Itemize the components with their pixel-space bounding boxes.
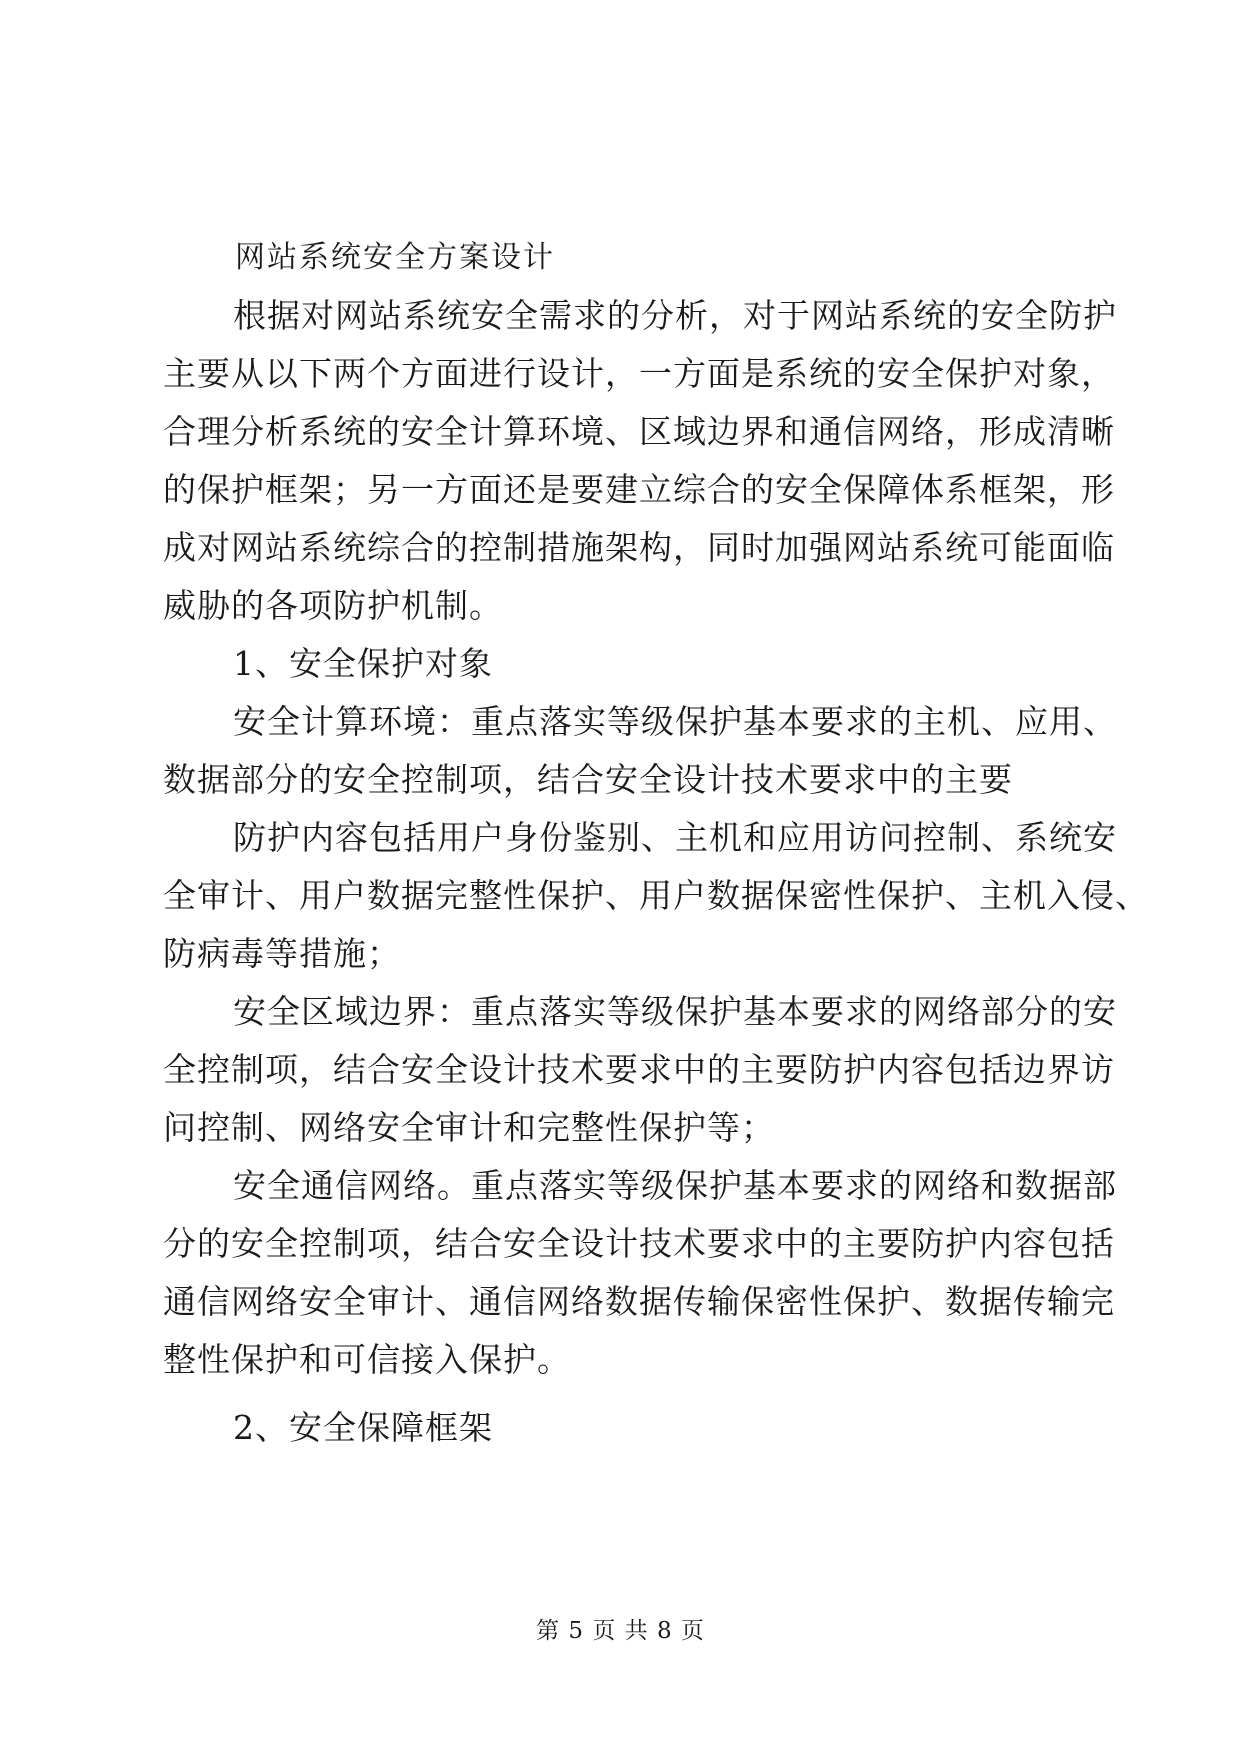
paragraph-intro [163, 287, 1117, 635]
text-line: 主要从以下两个方面进行设计，一方面是系统的安全保护对象， [163, 354, 1115, 393]
text-line: 安全计算环境：重点落实等级保护基本要求的主机、应用、 [233, 702, 1117, 741]
paragraph-area-boundary [163, 983, 1117, 1157]
text-line: 安全区域边界：重点落实等级保护基本要求的网络部分的安 [233, 992, 1117, 1031]
text-line: 威胁的各项防护机制。 [163, 586, 503, 625]
text-line: 通信网络安全审计、通信网络数据传输保密性保护、数据传输完 [163, 1282, 1115, 1321]
page-footer [0, 1612, 1241, 1645]
section-title: 网站系统安全方案设计 [235, 240, 555, 275]
text-line: 整性保护和可信接入保护。 [163, 1340, 571, 1379]
text-line: 防病毒等措施； [163, 934, 401, 973]
text-line: 根据对网站系统安全需求的分析，对于网站系统的安全防护 [233, 296, 1117, 335]
text-line: 成对网站系统综合的控制措施架构，同时加强网站系统可能面临 [163, 528, 1115, 567]
text-line: 1、安全保护对象 [233, 644, 493, 683]
document-body [163, 229, 1149, 1457]
page-number-label: 第 5 页 共 8 页 [536, 1618, 705, 1644]
text-line: 问控制、网络安全审计和完整性保护等； [163, 1108, 775, 1147]
text-line: 2、安全保障框架 [233, 1408, 493, 1447]
text-line: 安全通信网络。重点落实等级保护基本要求的网络和数据部 [233, 1166, 1117, 1205]
paragraph-communication-network [163, 1157, 1117, 1389]
text-line: 全审计、用户数据完整性保护、用户数据保密性保护、主机入侵、 [163, 876, 1149, 915]
subheading-assurance-framework [163, 1399, 1083, 1457]
paragraph-compute-environment [163, 693, 1117, 809]
text-line: 的保护框架；另一方面还是要建立综合的安全保障体系框架，形 [163, 470, 1115, 509]
text-line: 全控制项，结合安全设计技术要求中的主要防护内容包括边界访 [163, 1050, 1115, 1089]
subheading-protection-objects [163, 635, 1083, 693]
text-line: 合理分析系统的安全计算环境、区域边界和通信网络，形成清晰 [163, 412, 1115, 451]
text-line: 防护内容包括用户身份鉴别、主机和应用访问控制、系统安 [233, 818, 1117, 857]
spacer [163, 1389, 1083, 1399]
paragraph-protection-content [163, 809, 1149, 983]
text-line: 数据部分的安全控制项，结合安全设计技术要求中的主要 [163, 760, 1013, 799]
text-line: 分的安全控制项，结合安全设计技术要求中的主要防护内容包括 [163, 1224, 1115, 1263]
